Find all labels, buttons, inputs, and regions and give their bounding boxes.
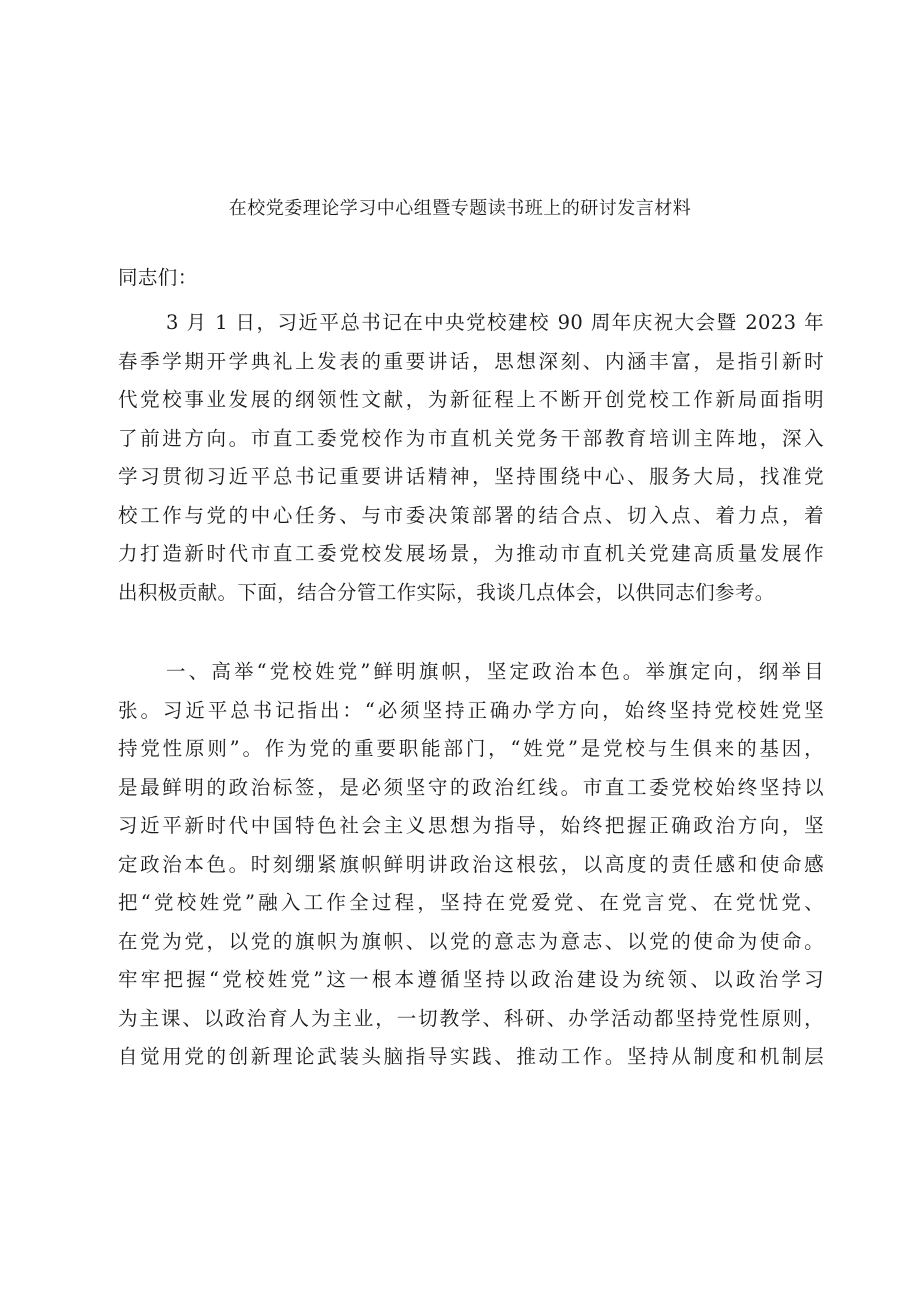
- paragraph-line: 在党为党，以党的旗帜为旗帜、以党的意志为意志、以党的使命为使命。: [118, 929, 824, 953]
- paragraph-line: 习近平新时代中国特色社会主义思想为指导，始终把握正确政治方向，坚: [118, 814, 824, 837]
- document-title: 在校党委理论学习中心组暨专题读书班上的研讨发言材料: [228, 198, 692, 219]
- paragraph-line: 自觉用党的创新理论武装头脑指导实践、推动工作。坚持从制度和机制层: [118, 1045, 824, 1068]
- paragraph-line: 为主课、以政治育人为主业，一切教学、科研、办学活动都坚持党性原则，: [118, 1006, 824, 1030]
- paragraph-line: 一、高举“党校姓党”鲜明旗帜，坚定政治本色。举旗定向，纲举目: [166, 660, 824, 683]
- paragraph-line: 代党校事业发展的纲领性文献，为新征程上不断开创党校工作新局面指明: [118, 388, 824, 411]
- paragraph-line: 牢牢把握“党校姓党”这一根本遵循坚持以政治建设为统领、以政治学习: [118, 968, 824, 991]
- paragraph-line: 力打造新时代市直工委党校发展场景，为推动市直机关党建高质量发展作: [118, 542, 824, 565]
- paragraph-line: 了前进方向。市直工委党校作为市直机关党务干部教育培训主阵地，深入: [118, 426, 824, 450]
- paragraph-line: 张。习近平总书记指出：“必须坚持正确办学方向，始终坚持党校姓党坚: [118, 698, 824, 722]
- paragraph-line: 春季学期开学典礼上发表的重要讲话，思想深刻、内涵丰富，是指引新时: [118, 349, 824, 373]
- paragraph-line: 3 月 1 日，习近平总书记在中央党校建校 90 周年庆祝大会暨 2023 年: [166, 311, 824, 334]
- salutation: 同志们：: [118, 266, 198, 289]
- paragraph-line: 定政治本色。时刻绷紧旗帜鲜明讲政治这根弦，以高度的责任感和使命感: [118, 852, 824, 876]
- paragraph-2: [118, 653, 824, 1077]
- paragraph-line: 校工作与党的中心任务、与市委决策部署的结合点、切入点、着力点，着: [118, 503, 824, 527]
- paragraph-line: 是最鲜明的政治标签，是必须坚守的政治红线。市直工委党校始终坚持以: [118, 775, 824, 799]
- paragraph-1: [118, 304, 824, 612]
- paragraph-line: 持党性原则”。作为党的重要职能部门，“姓党”是党校与生俱来的基因，: [118, 737, 824, 760]
- paragraph-line: 把“党校姓党”融入工作全过程，坚持在党爱党、在党言党、在党忧党、: [118, 891, 824, 914]
- paragraph-line: 出积极贡献。下面，结合分管工作实际，我谈几点体会，以供同志们参考。: [118, 580, 775, 604]
- paragraph-line: 学习贯彻习近平总书记重要讲话精神，坚持围绕中心、服务大局，找准党: [118, 465, 824, 488]
